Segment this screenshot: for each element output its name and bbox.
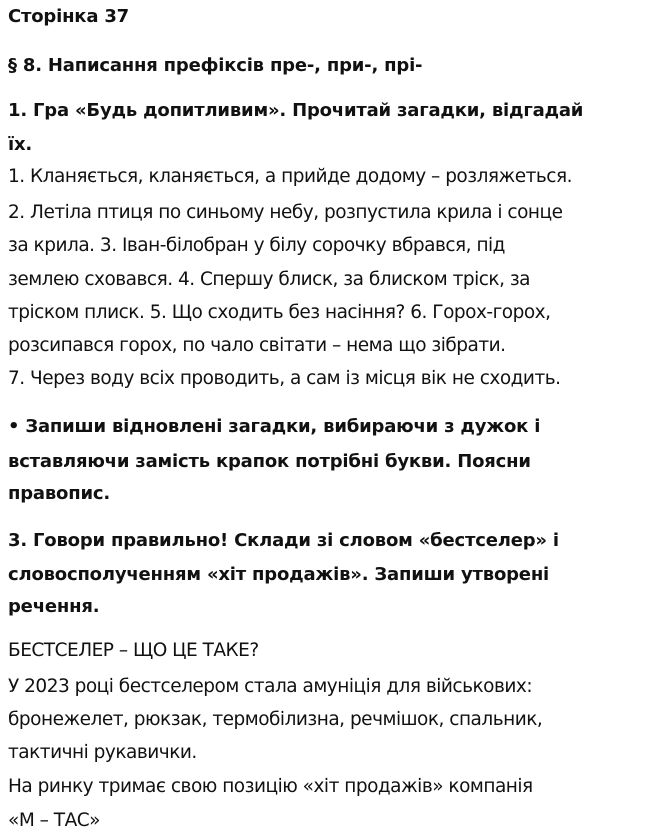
page-label: Сторінка 37 — [8, 6, 129, 27]
riddle-line: землею сховався. 4. Спершу блиск, за блиском тріск, за — [8, 269, 531, 290]
answer-line: На ринку тримає свою позицію «хіт продажів» компанія — [8, 776, 533, 797]
task1-heading-line: їх. — [8, 134, 33, 155]
riddle-line: 2. Летіла птиця по синьому небу, розпустила крила і сонце — [8, 202, 563, 223]
answer-line: БЕСТСЕЛЕР – ЩО ЦЕ ТАКЕ? — [8, 640, 259, 661]
task3-line: речення. — [8, 596, 100, 617]
task2-line: вставляючи замість крапок потрібні букви. Поясни — [8, 451, 531, 472]
task2-line: правопис. — [8, 483, 110, 504]
answer-line: «М – ТАС» — [8, 810, 100, 831]
riddle-line: розсипався горох, по чало світати – нема що зібрати. — [8, 335, 506, 356]
riddle-line: тріском плиск. 5. Що сходить без насіння? 6. Горох-горох, — [8, 302, 551, 323]
answer-line: У 2023 році бестселером стала амуніція для військових: — [8, 676, 533, 697]
section-title: § 8. Написання префіксів пре-, при-, прі- — [8, 55, 423, 76]
answer-line: бронежелет, рюкзак, термобілизна, речмішок, спальник, — [8, 709, 543, 730]
riddle-line: 7. Через воду всіх проводить, а сам із місця вік не сходить. — [8, 368, 561, 389]
task2-line: • Запиши відновлені загадки, вибираючи з дужок і — [8, 416, 541, 437]
riddle-line: 1. Кланяється, кланяється, а прийде додому – розляжеться. — [8, 166, 572, 187]
task3-line: словосполученням «хіт продажів». Запиши утворені — [8, 564, 550, 585]
task1-heading-line: 1. Гра «Будь допитливим». Прочитай загадки, відгадай — [8, 100, 584, 121]
task3-line: 3. Говори правильно! Склади зі словом «бестселер» і — [8, 530, 559, 551]
answer-line: тактичні рукавички. — [8, 742, 197, 763]
riddle-line: за крила. 3. Іван-білобран у білу сорочку вбрався, під — [8, 235, 505, 256]
